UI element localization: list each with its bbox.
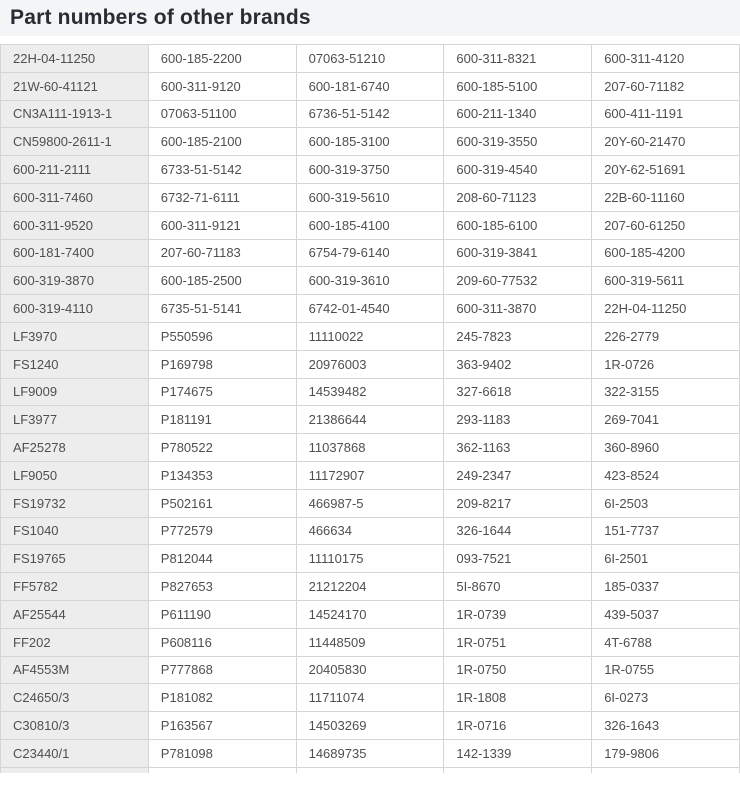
table-row (1, 183, 740, 211)
part-number-cell: 208-60-71123 (444, 183, 592, 211)
part-number-cell: 600-185-5100 (444, 72, 592, 100)
table-row (1, 128, 740, 156)
part-number-cell: 5I-8670 (444, 573, 592, 601)
part-number-cell: 21386644 (296, 406, 444, 434)
part-number-cell: 11110175 (296, 545, 444, 573)
part-number-cell: LF9009 (1, 378, 149, 406)
part-number-cell: FS19765 (1, 545, 149, 573)
table-row (1, 72, 740, 100)
part-number-cell: 249-2347 (444, 461, 592, 489)
part-number-cell-empty (592, 767, 740, 773)
part-number-cell: 6736-51-5142 (296, 100, 444, 128)
part-number-cell: 20976003 (296, 350, 444, 378)
part-number-cell: 207-60-71183 (148, 239, 296, 267)
part-number-cell: FS1240 (1, 350, 149, 378)
part-number-cell: 207-60-71182 (592, 72, 740, 100)
table-row (1, 545, 740, 573)
part-number-cell: 600-311-8321 (444, 45, 592, 73)
part-number-cell: 11172907 (296, 461, 444, 489)
part-number-cell: 226-2779 (592, 322, 740, 350)
part-number-cell: 600-311-3870 (444, 295, 592, 323)
part-number-cell-empty (444, 767, 592, 773)
part-number-cell: 11448509 (296, 628, 444, 656)
part-number-cell: 322-3155 (592, 378, 740, 406)
part-number-cell: 600-185-3100 (296, 128, 444, 156)
table-row (1, 406, 740, 434)
part-numbers-table (0, 44, 740, 773)
part-number-cell: 07063-51210 (296, 45, 444, 73)
part-number-cell: 22H-04-11250 (1, 45, 149, 73)
part-number-cell: 245-7823 (444, 322, 592, 350)
part-number-cell: 600-185-6100 (444, 211, 592, 239)
part-number-cell: P181191 (148, 406, 296, 434)
part-number-cell: 6754-79-6140 (296, 239, 444, 267)
part-number-cell: P169798 (148, 350, 296, 378)
part-number-cell: 600-411-1191 (592, 100, 740, 128)
part-number-cell: P611190 (148, 600, 296, 628)
part-number-cell: 209-60-77532 (444, 267, 592, 295)
part-number-cell: LF3977 (1, 406, 149, 434)
part-number-cell: P134353 (148, 461, 296, 489)
part-number-cell: P502161 (148, 489, 296, 517)
table-row (1, 239, 740, 267)
table-row (1, 267, 740, 295)
table-row (1, 489, 740, 517)
part-number-cell: 209-8217 (444, 489, 592, 517)
part-number-cell: 600-319-3750 (296, 156, 444, 184)
part-number-cell: 600-311-4120 (592, 45, 740, 73)
part-number-cell: 600-311-9121 (148, 211, 296, 239)
part-number-cell: FS1040 (1, 517, 149, 545)
part-number-cell: 600-181-6740 (296, 72, 444, 100)
part-number-cell: 600-319-4540 (444, 156, 592, 184)
part-number-cell: AF25544 (1, 600, 149, 628)
part-number-cell: P181082 (148, 684, 296, 712)
part-number-cell: 1R-0716 (444, 712, 592, 740)
part-number-cell: 600-319-4110 (1, 295, 149, 323)
part-number-cell: 6735-51-5141 (148, 295, 296, 323)
table-row (1, 434, 740, 462)
table-row (1, 295, 740, 323)
part-number-cell: 1R-0726 (592, 350, 740, 378)
part-number-cell: 600-319-3870 (1, 267, 149, 295)
part-number-cell: 21W-60-41121 (1, 72, 149, 100)
part-number-cell: 423-8524 (592, 461, 740, 489)
part-number-cell: 600-185-4100 (296, 211, 444, 239)
table-row-partial (1, 767, 740, 773)
part-number-cell: P174675 (148, 378, 296, 406)
part-number-cell: 207-60-61250 (592, 211, 740, 239)
part-number-cell: 6I-2501 (592, 545, 740, 573)
part-number-cell: 600-185-4200 (592, 239, 740, 267)
part-number-cell: 14503269 (296, 712, 444, 740)
part-number-cell: P777868 (148, 656, 296, 684)
table-row (1, 378, 740, 406)
part-number-cell: 269-7041 (592, 406, 740, 434)
part-number-cell: 1R-1808 (444, 684, 592, 712)
table-row (1, 628, 740, 656)
part-number-cell: 293-1183 (444, 406, 592, 434)
part-number-cell: 600-181-7400 (1, 239, 149, 267)
page-title: Part numbers of other brands (10, 6, 311, 29)
part-number-cell: 6732-71-6111 (148, 183, 296, 211)
part-number-cell: P608116 (148, 628, 296, 656)
part-number-cell: 11711074 (296, 684, 444, 712)
table-row (1, 211, 740, 239)
part-number-cell: 600-311-9520 (1, 211, 149, 239)
part-number-cell: CN3A111-1913-1 (1, 100, 149, 128)
part-number-cell: AF25278 (1, 434, 149, 462)
part-number-cell: C24650/3 (1, 684, 149, 712)
part-number-cell: 185-0337 (592, 573, 740, 601)
part-number-cell: 362-1163 (444, 434, 592, 462)
table-row (1, 461, 740, 489)
part-number-cell: 20Y-60-21470 (592, 128, 740, 156)
table-body (1, 45, 740, 774)
part-number-cell: 151-7737 (592, 517, 740, 545)
part-number-cell: 600-319-3841 (444, 239, 592, 267)
part-number-cell: 1R-0755 (592, 656, 740, 684)
table-row (1, 573, 740, 601)
part-number-cell: 600-211-1340 (444, 100, 592, 128)
part-number-cell: 466634 (296, 517, 444, 545)
part-number-cell: 600-319-5610 (296, 183, 444, 211)
part-number-cell: P781098 (148, 739, 296, 767)
table-row (1, 684, 740, 712)
part-number-cell: P163567 (148, 712, 296, 740)
part-number-cell: 363-9402 (444, 350, 592, 378)
part-number-cell: 6I-2503 (592, 489, 740, 517)
part-number-cell: 600-311-7460 (1, 183, 149, 211)
part-number-cell: 466987-5 (296, 489, 444, 517)
part-number-cell: 326-1644 (444, 517, 592, 545)
part-number-cell: 600-319-3550 (444, 128, 592, 156)
table-row (1, 45, 740, 73)
part-number-cell: P780522 (148, 434, 296, 462)
part-number-cell: C23440/1 (1, 739, 149, 767)
table-row (1, 100, 740, 128)
part-number-cell: P827653 (148, 573, 296, 601)
part-number-cell: 07063-51100 (148, 100, 296, 128)
part-number-cell: 1R-0750 (444, 656, 592, 684)
table-row (1, 517, 740, 545)
parts-table-container (0, 44, 740, 773)
part-number-cell: 326-1643 (592, 712, 740, 740)
table-row (1, 600, 740, 628)
part-number-cell: 360-8960 (592, 434, 740, 462)
part-number-cell: 1R-0751 (444, 628, 592, 656)
table-row (1, 350, 740, 378)
table-row (1, 739, 740, 767)
part-number-cell: P772579 (148, 517, 296, 545)
part-number-cell: 11110022 (296, 322, 444, 350)
part-number-cell: 439-5037 (592, 600, 740, 628)
part-number-cell: 142-1339 (444, 739, 592, 767)
part-number-cell: 20Y-62-51691 (592, 156, 740, 184)
part-number-cell: LF9050 (1, 461, 149, 489)
part-number-cell: 1R-0739 (444, 600, 592, 628)
part-number-cell: CN59800-2611-1 (1, 128, 149, 156)
part-number-cell: 4T-6788 (592, 628, 740, 656)
part-number-cell: 6742-01-4540 (296, 295, 444, 323)
part-number-cell-empty (1, 767, 149, 773)
part-number-cell: FF202 (1, 628, 149, 656)
part-number-cell: FS19732 (1, 489, 149, 517)
page-header (0, 0, 740, 36)
part-number-cell: 6I-0273 (592, 684, 740, 712)
part-number-cell: 14539482 (296, 378, 444, 406)
part-number-cell: P550596 (148, 322, 296, 350)
part-number-cell: 179-9806 (592, 739, 740, 767)
table-row (1, 656, 740, 684)
part-number-cell: P812044 (148, 545, 296, 573)
part-number-cell: AF4553M (1, 656, 149, 684)
part-number-cell: FF5782 (1, 573, 149, 601)
part-number-cell: 093-7521 (444, 545, 592, 573)
part-number-cell: C30810/3 (1, 712, 149, 740)
part-number-cell: 600-211-2111 (1, 156, 149, 184)
part-number-cell: 22H-04-11250 (592, 295, 740, 323)
part-number-cell: 600-185-2500 (148, 267, 296, 295)
part-number-cell: 14689735 (296, 739, 444, 767)
part-number-cell: 21212204 (296, 573, 444, 601)
part-number-cell: 600-185-2200 (148, 45, 296, 73)
part-number-cell: 20405830 (296, 656, 444, 684)
part-number-cell: LF3970 (1, 322, 149, 350)
part-number-cell: 600-319-5611 (592, 267, 740, 295)
part-number-cell-empty (148, 767, 296, 773)
table-row (1, 156, 740, 184)
part-number-cell: 600-185-2100 (148, 128, 296, 156)
part-number-cell: 11037868 (296, 434, 444, 462)
part-number-cell: 22B-60-11160 (592, 183, 740, 211)
part-number-cell: 600-319-3610 (296, 267, 444, 295)
part-number-cell: 327-6618 (444, 378, 592, 406)
table-row (1, 712, 740, 740)
part-number-cell-empty (296, 767, 444, 773)
part-number-cell: 600-311-9120 (148, 72, 296, 100)
table-row (1, 322, 740, 350)
part-number-cell: 6733-51-5142 (148, 156, 296, 184)
part-number-cell: 14524170 (296, 600, 444, 628)
